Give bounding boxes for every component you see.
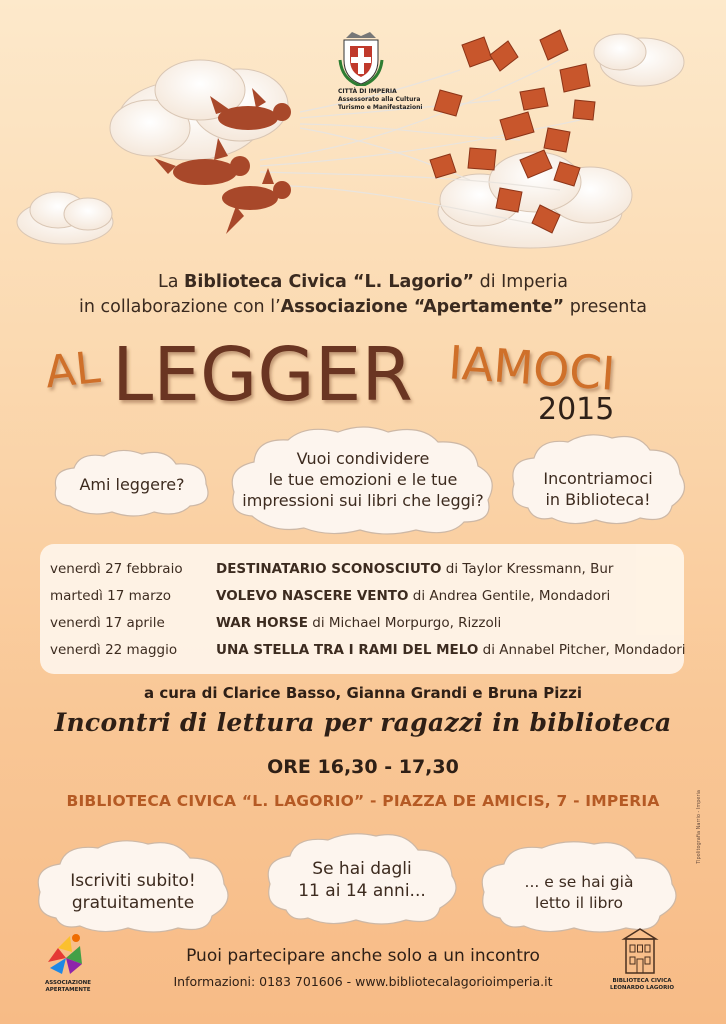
schedule-date: martedì 17 marzo xyxy=(50,588,171,604)
schedule-book xyxy=(216,561,613,577)
bubble-line: impressioni sui libri che leggi? xyxy=(242,491,484,510)
crest-line: CITTÀ DI IMPERIA xyxy=(338,88,397,95)
bubble-4-text xyxy=(32,870,234,914)
city-crest-icon xyxy=(336,30,386,86)
bubble-2-text xyxy=(226,448,500,511)
bubble-line: gratuitamente xyxy=(71,893,195,913)
book-title: UNA STELLA TRA I RAMI DEL MELO xyxy=(216,642,479,658)
schedule-box xyxy=(40,544,684,674)
cloud-right-illustration xyxy=(594,34,684,86)
curated-by: a cura di Clarice Basso, Gianna Grandi e Bruna Pizzi xyxy=(143,684,583,702)
schedule-date: venerdì 27 febbraio xyxy=(50,561,183,577)
bubble-line: in Biblioteca! xyxy=(545,490,651,509)
bubble-6-text xyxy=(476,872,682,914)
title-part-3: IAMOCI xyxy=(446,335,617,401)
crest-line: Assessorato alla Cultura xyxy=(338,96,421,103)
event-address: BIBLIOTECA CIVICA “L. LAGORIO” - PIAZZA DE AMICIS, 7 - IMPERIA xyxy=(66,792,660,810)
schedule-date: venerdì 17 aprile xyxy=(50,615,165,631)
book-details: di Andrea Gentile, Mondadori xyxy=(408,588,611,604)
book-details: di Annabel Pitcher, Mondadori xyxy=(478,642,686,658)
association-logo-icon xyxy=(40,928,90,978)
library-caption-line: BIBLIOTECA CIVICA xyxy=(612,978,672,984)
book-title: WAR HORSE xyxy=(216,615,308,631)
book-title: DESTINATARIO SCONOSCIUTO xyxy=(216,561,442,577)
association-caption xyxy=(30,980,106,994)
bubble-line: le tue emozioni e le tue xyxy=(268,470,458,489)
book-details: di Michael Morpurgo, Rizzoli xyxy=(307,615,502,631)
bubble-line: Se hai dagli xyxy=(312,859,412,879)
event-hours: ORE 16,30 - 17,30 xyxy=(267,756,459,778)
book-title: VOLEVO NASCERE VENTO xyxy=(216,588,409,604)
title-part-2: LEGGER xyxy=(112,332,413,416)
bubble-line: 11 ai 14 anni... xyxy=(298,881,426,901)
library-logo-icon xyxy=(620,925,660,975)
event-subtitle: Incontri di lettura per ragazzi in biblioteca xyxy=(54,708,672,737)
library-name: Biblioteca Civica “L. Lagorio” xyxy=(184,272,475,292)
bubble-line: Ami leggere? xyxy=(79,475,185,494)
schedule-book xyxy=(216,615,501,631)
crest-line: Turismo e Manifestazioni xyxy=(338,104,423,111)
intro-line-1: La Biblioteca Civica “L. Lagorio” di Imperia xyxy=(158,272,568,292)
bubble-5-text xyxy=(262,858,462,902)
bubble-line: Incontriamoci xyxy=(543,469,653,488)
bubble-line: letto il libro xyxy=(535,894,623,912)
intro-line-2: in collaborazione con l’Associazione “Apertamente” presenta xyxy=(79,297,647,317)
library-caption-line: LEONARDO LAGORIO xyxy=(609,985,675,991)
association-caption-line: ASSOCIAZIONE xyxy=(44,980,92,986)
event-year: 2015 xyxy=(538,392,615,427)
contact-info: Informazioni: 0183 701606 - www.bibliotecalagorioimperia.it xyxy=(173,974,553,989)
schedule-book xyxy=(216,642,686,658)
schedule-date: venerdì 22 maggio xyxy=(50,642,178,658)
bubble-line: Iscriviti subito! xyxy=(70,871,196,891)
title-part-1: AL xyxy=(42,342,103,399)
cloud-small-illustration xyxy=(17,192,113,244)
intro-text xyxy=(0,270,726,320)
book-details: di Taylor Kressmann, Bur xyxy=(441,561,614,577)
printer-credit: Tipolitografia Narrio - Imperia xyxy=(696,790,702,864)
association-caption-line: APERTAMENTE xyxy=(45,987,91,993)
library-caption xyxy=(600,978,684,992)
participation-note: Puoi partecipare anche solo a un incontro xyxy=(186,946,540,966)
bubble-line: ... e se hai già xyxy=(524,873,634,891)
bubble-line: Vuoi condividere xyxy=(296,449,430,468)
crest-caption xyxy=(310,88,458,112)
bubble-1-text xyxy=(52,474,212,495)
bubble-3-text xyxy=(506,468,690,510)
schedule-book xyxy=(216,588,610,604)
association-name: Associazione “Apertamente” xyxy=(280,297,565,317)
